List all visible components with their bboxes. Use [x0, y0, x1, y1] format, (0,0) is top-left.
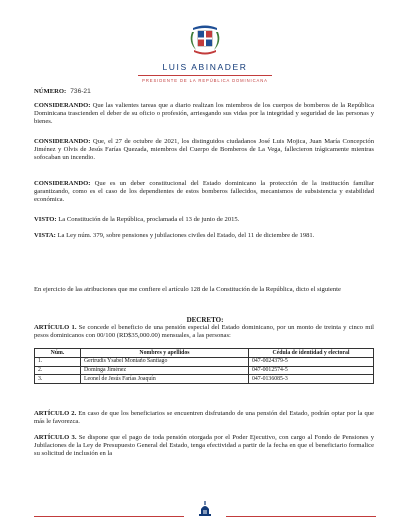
footer-rule-left — [34, 516, 184, 517]
header-name: Nombres y apellidos — [81, 349, 249, 358]
table-row — [35, 366, 374, 375]
articulo-1-label: ARTÍCULO 1. — [34, 324, 77, 331]
beneficiaries-table — [34, 348, 374, 384]
decree-number — [34, 88, 91, 95]
row-cedula: 047-0012574-5 — [249, 366, 374, 375]
considerando-3-text: Que es un deber constitucional del Estado dominicano la protección de la institución familiar garantizando, como es el caso de los dependientes de estos bomberos fallecidos, mecanismos de subsistencia y estabilidad económica. — [34, 180, 374, 204]
header-cedula: Cédula de identidad y electoral — [249, 349, 374, 358]
coat-of-arms-icon — [186, 20, 224, 56]
considerando-1-text: Que las valientes tareas que a diario realizan los miembros de los cuerpos de bomberos de la República Dominicana trascienden el deber de su oficio o profesión, arriesgando sus vidas por la integridad y seguridad de las personas y bienes. — [34, 102, 374, 126]
articulo-2 — [34, 410, 374, 426]
articulo-3 — [34, 434, 374, 459]
row-name: Gertrudis Ysabel Montaño Santiago — [81, 357, 249, 366]
row-cedula: 047-0136085-3 — [249, 375, 374, 384]
row-cedula: 047-0024379-5 — [249, 357, 374, 366]
footer-emblem-icon — [196, 500, 214, 518]
articulo-3-text: Se dispone que el pago de toda pensión otorgada por el Poder Ejecutivo, con cargo al Fondo de Pensiones y Jubilaciones de la Ley de Presupuesto General del Estado, tenga efectividad a partir de la fecha en que el beneficiario formalice su solicitud de inclusión en la — [34, 434, 374, 458]
ejercicio-paragraph: En ejercicio de las atribuciones que me confiere el artículo 128 de la Constitución de la República, dicto el siguiente — [34, 286, 341, 293]
vista-ley — [34, 232, 374, 240]
articulo-3-label: ARTÍCULO 3. — [34, 434, 77, 441]
considerando-1 — [34, 102, 374, 127]
considerando-3 — [34, 180, 374, 205]
decree-number-value: 736-21 — [70, 88, 91, 95]
footer-rule-right — [226, 516, 376, 517]
row-num: 3. — [35, 375, 81, 384]
president-subtitle: PRESIDENTE DE LA REPÚBLICA DOMINICANA — [142, 78, 268, 83]
vista-text: La Ley núm. 379, sobre pensiones y jubilaciones civiles del Estado, del 11 de diciembre de 1981. — [55, 232, 315, 239]
considerando-2 — [34, 138, 374, 163]
considerando-2-label: CONSIDERANDO: — [34, 138, 91, 145]
considerando-2-text: Que, el 27 de octubre de 2021, los distinguidos ciudadanos José Luis Mojica, Juan María Concepción Jiménez y Olvis de Jesús Farías Quezada, miembros del Cuerpo de Bomberos de La Vega, fallecieron trágicamente mientras sofocaban un incendio. — [34, 138, 374, 162]
table-row — [35, 375, 374, 384]
articulo-1-text: Se concede el beneficio de una pensión especial del Estado dominicano, por un monto de treinta y cinco mil pesos dominicanos con 00/100 (RD$35,000.00) mensuales, a las personas: — [34, 324, 374, 340]
row-name: Dominga Jiménez — [81, 366, 249, 375]
visto-label: VISTO: — [34, 216, 57, 223]
table-header-row — [35, 349, 374, 358]
considerando-1-label: CONSIDERANDO: — [34, 102, 91, 109]
vista-label: VISTA: — [34, 232, 56, 239]
articulo-2-text: En caso de que los beneficiarios se encuentren disfrutando de una pensión del Estado, podrán optar por la que más le favorezca. — [34, 410, 374, 426]
articulo-1 — [34, 324, 374, 340]
president-name: LUIS ABINADER — [162, 62, 248, 72]
articulo-2-label: ARTÍCULO 2. — [34, 410, 77, 417]
visto-constitucion — [34, 216, 374, 224]
row-num: 1. — [35, 357, 81, 366]
row-name: Leonel de Jesús Farías Joaquín — [81, 375, 249, 384]
decreto-title: DECRETO: — [186, 316, 224, 324]
row-num: 2. — [35, 366, 81, 375]
visto-text: La Constitución de la República, proclamada el 13 de junio de 2015. — [56, 216, 240, 223]
letterhead-rule — [138, 75, 272, 76]
considerando-3-label: CONSIDERANDO: — [34, 180, 91, 187]
table-row — [35, 357, 374, 366]
header-num: Núm. — [35, 349, 81, 358]
decree-number-label: NÚMERO: — [34, 88, 67, 95]
